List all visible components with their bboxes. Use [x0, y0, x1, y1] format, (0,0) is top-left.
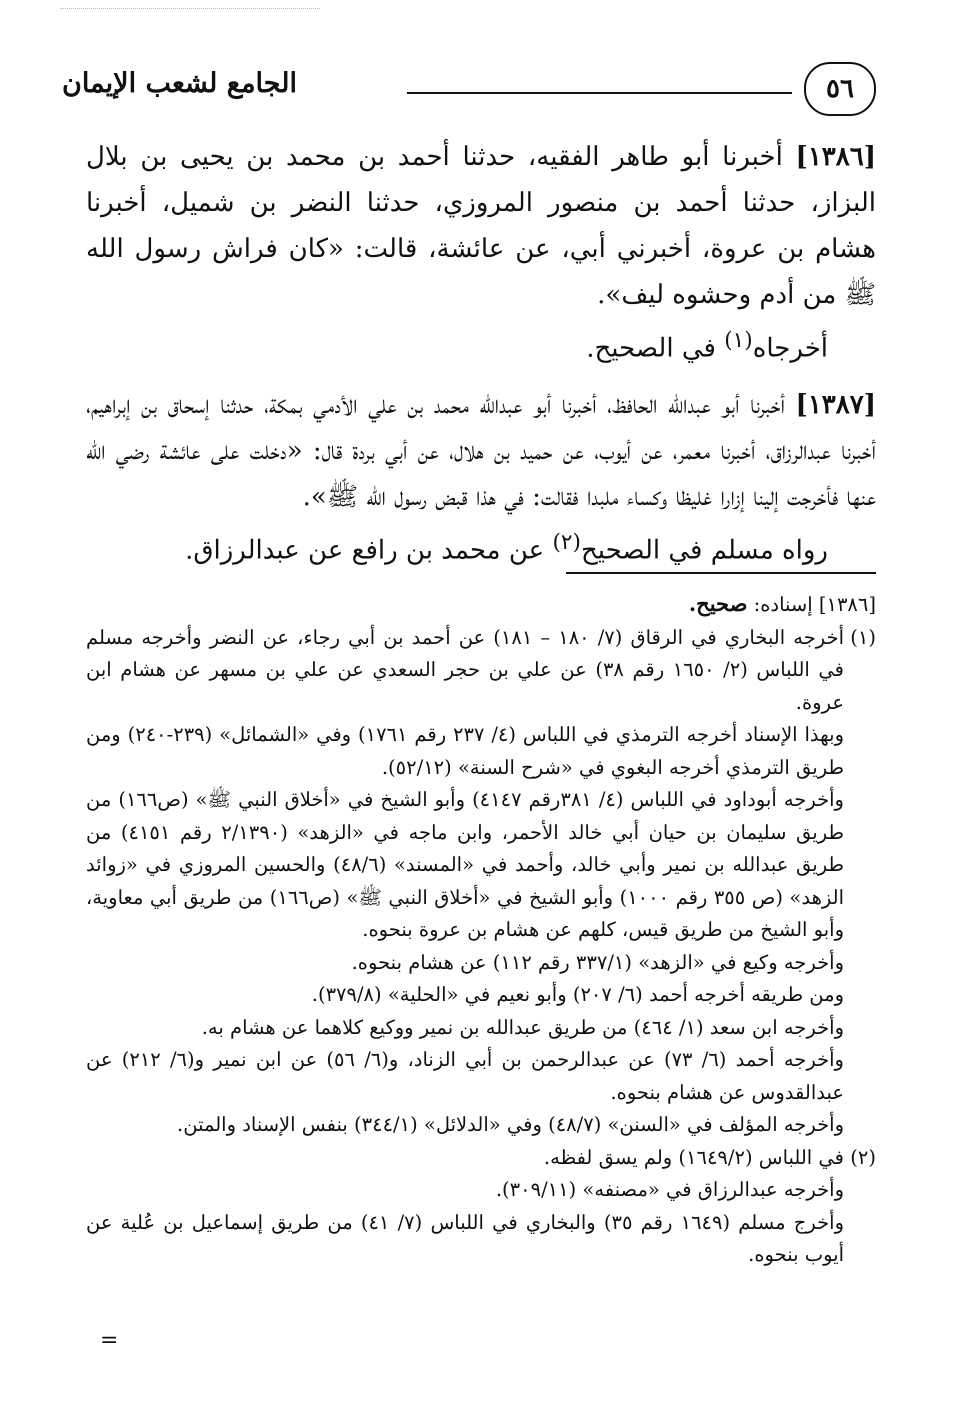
page-number: ٥٦: [804, 62, 876, 116]
footnote-marker: (١): [850, 625, 876, 649]
footnote-line: وأخرجه ابن سعد (١/ ٤٦٤) من طريق عبدالله بن نمير ووكيع كلاهما عن هشام به.: [201, 1015, 844, 1039]
footnotes: [86, 588, 876, 1272]
footnote-marker: (٢): [850, 1145, 876, 1169]
header-rule: [407, 92, 792, 94]
footnote-line: وبهذا الإسناد أخرجه الترمذي في اللباس (٤/ ٢٣٧ رقم ١٧٦١) وفي «الشمائل» (٢٣٩-٢٤٠) ومن طريق الترمذي أخرجه البغوي في «شرح السنة» (٥٢/١٢).: [86, 723, 844, 779]
scan-edge-mark: [60, 8, 320, 9]
footnote-ref: (٢): [552, 529, 581, 555]
source-text: أخرجاه: [752, 333, 828, 364]
footnote-line: وأخرجه وكيع في «الزهد» (٣٣٧/١ رقم ١١٢) عن هشام بنحوه.: [351, 950, 844, 974]
footnote-line: أخرجه البخاري في الرقاق (٧/ ١٨٠ – ١٨١) عن أحمد بن أبي رجاء، عن النضر وأخرجه مسلم في اللباس (٢/ ١٦٥٠ رقم ٣٨) عن علي بن حجر السعدي عن علي بن مسهر عن هشام ابن عروة.: [86, 625, 844, 714]
continuation-mark: =: [100, 1328, 119, 1353]
main-text: [86, 134, 876, 573]
hadith-1387-source: [86, 520, 876, 574]
footnote-line: وأخرجه أبوداود في اللباس (٤/ ٣٨١رقم ٤١٤٧) وأبو الشيخ في «أخلاق النبي ﷺ» (ص١٦٦) من طريق سليمان بن حيان أبي خالد الأحمر، وابن ماجه في «الزهد» (٢/١٣٩٠ رقم ٤١٥١) من طريق عبدالله بن نمير وأبي خالد، وأحمد في «المسند» (٤٨/٦) والحسين المروزي في «زوائد الزهد» (ص ٣٥٥ رقم ١٠٠٠) وأبو الشيخ في «أخلاق النبي ﷺ» (ص١٦٦) من طريق أبي معاوية، وأبو الشيخ من طريق قيس، كلهم عن هشام بن عروة بنحوه.: [86, 788, 845, 941]
source-text: عن محمد بن رافع عن عبدالرزاق.: [185, 535, 553, 566]
footnote-1: [86, 622, 876, 1142]
footnote-line: وأخرج مسلم (١٦٤٩ رقم ٣٥) والبخاري في اللباس (٧/ ٤١) من طريق إسماعيل بن عُلية عن أيوب بنحوه.: [86, 1210, 844, 1266]
page-header: [62, 62, 876, 118]
footnote-2: [86, 1142, 876, 1272]
hadith-text: أخبرنا أبو طاهر الفقيه، حدثنا أحمد بن محمد بن يحيى بن بلال البزاز، حدثنا أحمد بن منصور المروزي، حدثنا النضر بن شميل، أخبرنا هشام بن عروة، أخبرني أبي، عن عائشة، قالت: «كان فراش رسول الله ﷺ من أدم وحشوه ليف».: [86, 142, 876, 310]
hadith-1387: [86, 382, 876, 520]
hadith-text: أخبرنا أبو عبدالله الحافظ، أخبرنا أبو عبدالله محمد بن علي الأدمي بمكة، حدثنا إسحاق بن إبراهيم، أخبرنا عبدالرزاق، أخبرنا معمر، عن أيوب، عن حميد بن هلال، عن أبي بردة قال: «دخلت على عائشة رضي الله عنها فأخرجت إلينا إزارا غليظا وكساء ملبدا فقالت: في هذا قبض رسول الله ﷺ».: [86, 389, 876, 512]
hadith-number: [١٣٨٧]: [795, 389, 877, 420]
hadith-1386-source: [86, 318, 876, 372]
footnote-separator: [566, 572, 876, 574]
hadith-1386: [86, 134, 876, 318]
isnad-grade: [86, 588, 876, 622]
isnad-value: صحيح.: [688, 591, 748, 616]
book-title: الجامع لشعب الإيمان: [62, 68, 297, 99]
source-text: في الصحيح.: [586, 333, 725, 364]
footnote-line: ومن طريقه أخرجه أحمد (٦/ ٢٠٧) وأبو نعيم في «الحلية» (٣٧٩/٨).: [311, 983, 844, 1006]
footnote-ref: (١): [724, 328, 753, 353]
footnote-line: وأخرجه عبدالرزاق في «مصنفه» (٣٠٩/١١).: [495, 1178, 844, 1201]
isnad-label: [١٣٨٦] إسناده:: [747, 593, 876, 616]
hadith-number: [١٣٨٦]: [795, 142, 876, 172]
footnote-line: في اللباس (١٦٤٩/٢) ولم يسق لفظه.: [543, 1145, 844, 1169]
footnote-line: وأخرجه المؤلف في «السنن» (٤٨/٧) وفي «الدلائل» (٣٤٤/١) بنفس الإسناد والمتن.: [177, 1113, 844, 1136]
source-text: رواه مسلم في الصحيح: [581, 535, 828, 566]
footnote-line: وأخرجه أحمد (٦/ ٧٣) عن عبدالرحمن بن أبي الزناد، و(٦/ ٥٦) عن ابن نمير و(٦/ ٢١٢) عن عبدالقدوس عن هشام بنحوه.: [86, 1048, 844, 1104]
